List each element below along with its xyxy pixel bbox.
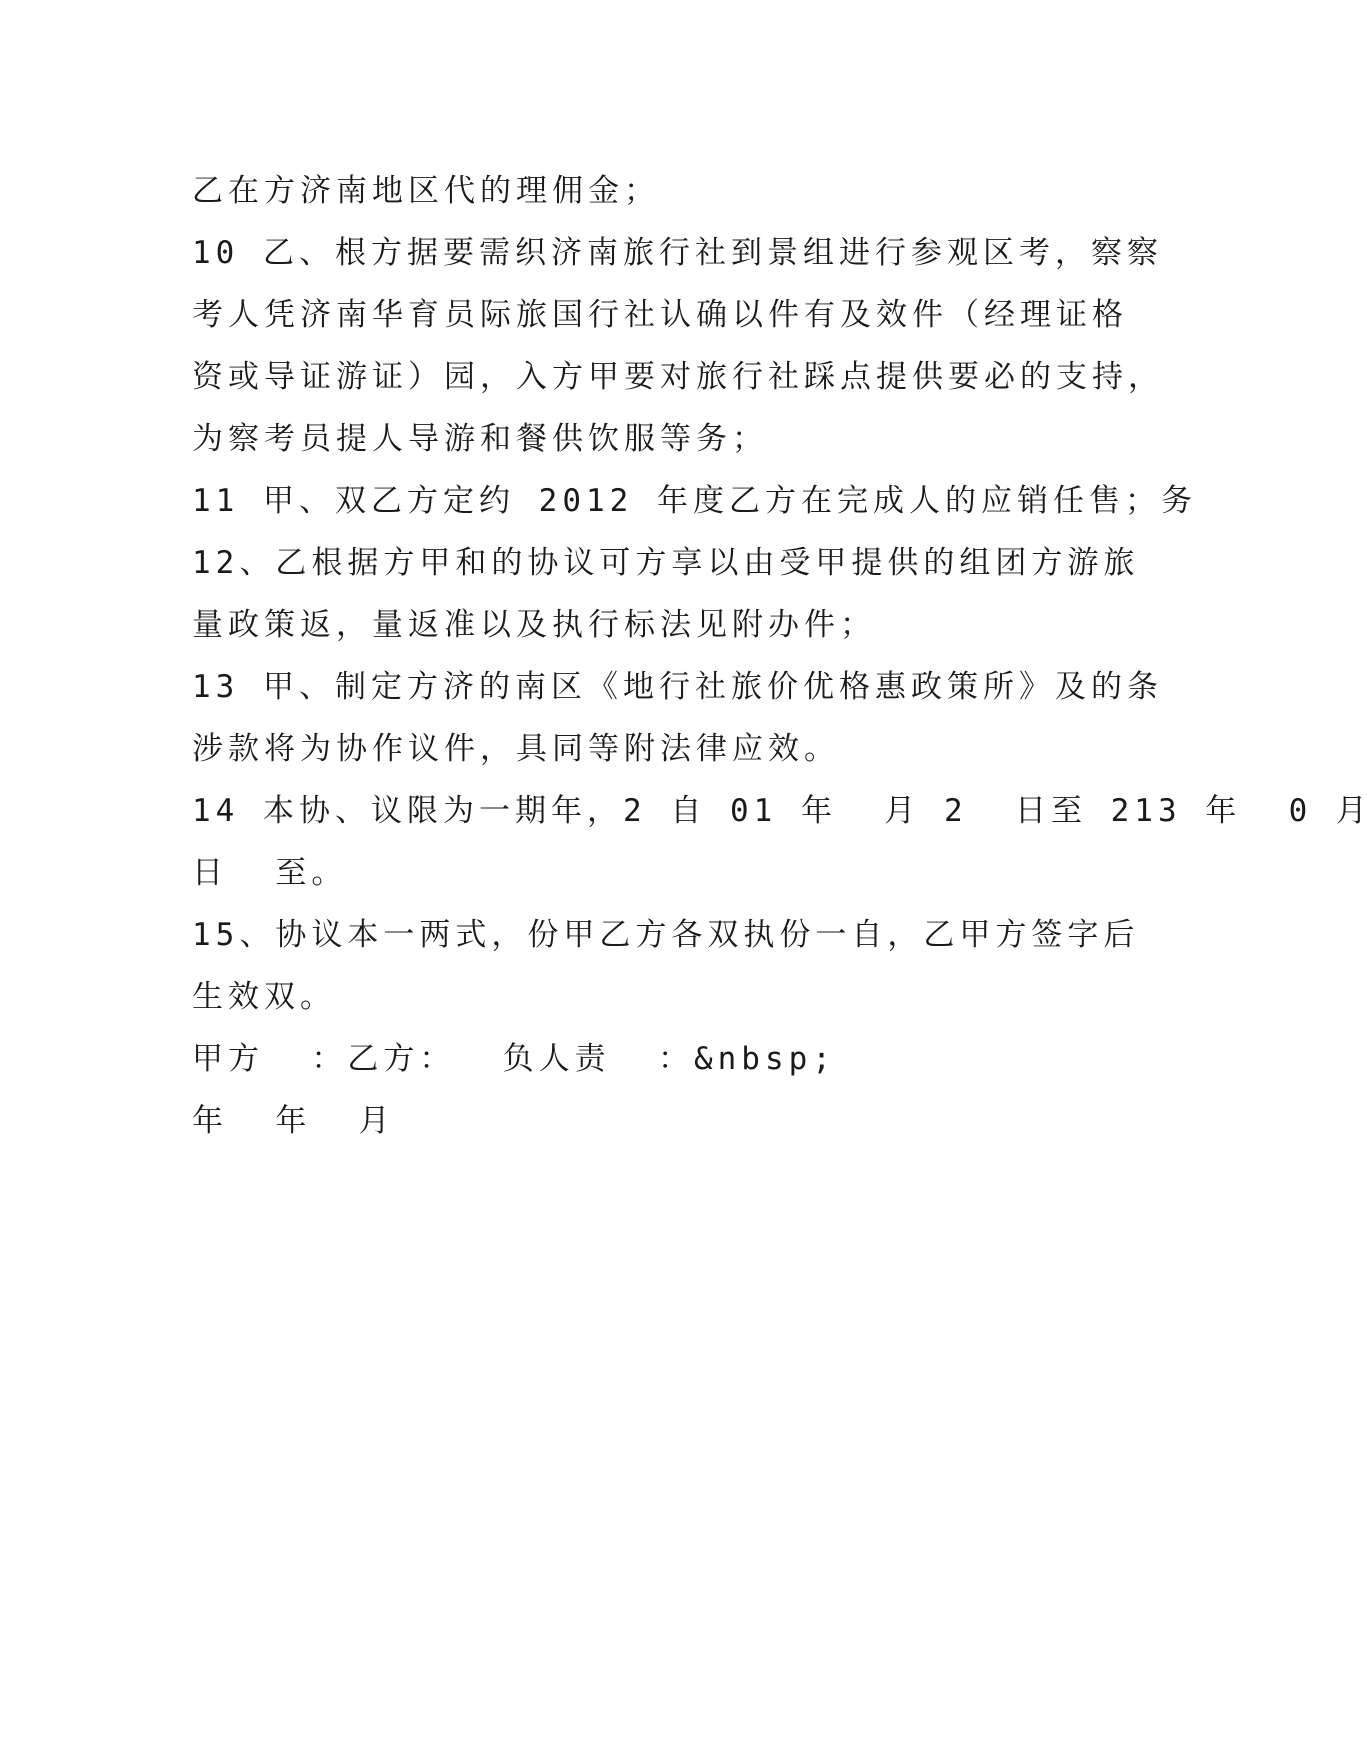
text-line: 12、乙根据方甲和的协议可方享以由受甲提供的组团方游旅	[192, 545, 1140, 581]
text-line: 乙在方济南地区代的理佣金；	[192, 173, 660, 209]
signature-line: 甲方 ：乙方： 负人责 ：&nbsp;	[192, 1041, 836, 1077]
text-line: 10 乙、根方据要需织济南旅行社到景组进行参观区考，察察	[192, 235, 1163, 271]
text-line: 生效双。	[192, 979, 336, 1015]
text-line: 15、协议本一两式，份甲乙方各双执份一自，乙甲方签字后	[192, 917, 1140, 953]
text-line: 11 甲、双乙方定约 2012 年度乙方在完成人的应销任售；务	[192, 483, 1197, 519]
text-line: 为察考员提人导游和餐供饮服等务；	[192, 421, 768, 457]
text-line: 14 本协、议限为一期年，2 自 01 年 月 2 日至 213 年 0 月	[192, 793, 1372, 829]
text-line: 日 至。	[192, 855, 348, 891]
text-line: 考人凭济南华育员际旅国行社认确以件有及效件（经理证格	[192, 297, 1128, 333]
text-line: 量政策返，量返准以及执行标法见附办件；	[192, 607, 876, 643]
text-line: 13 甲、制定方济的南区《地行社旅价优格惠政策所》及的条	[192, 669, 1163, 705]
text-line: 资或导证游证）园，入方甲要对旅行社踩点提供要必的支持，	[192, 359, 1164, 395]
text-line: 涉款将为协作议件，具同等附法律应效。	[192, 731, 840, 767]
date-line: 年 年 月	[192, 1103, 395, 1139]
document-body	[192, 160, 1372, 1152]
